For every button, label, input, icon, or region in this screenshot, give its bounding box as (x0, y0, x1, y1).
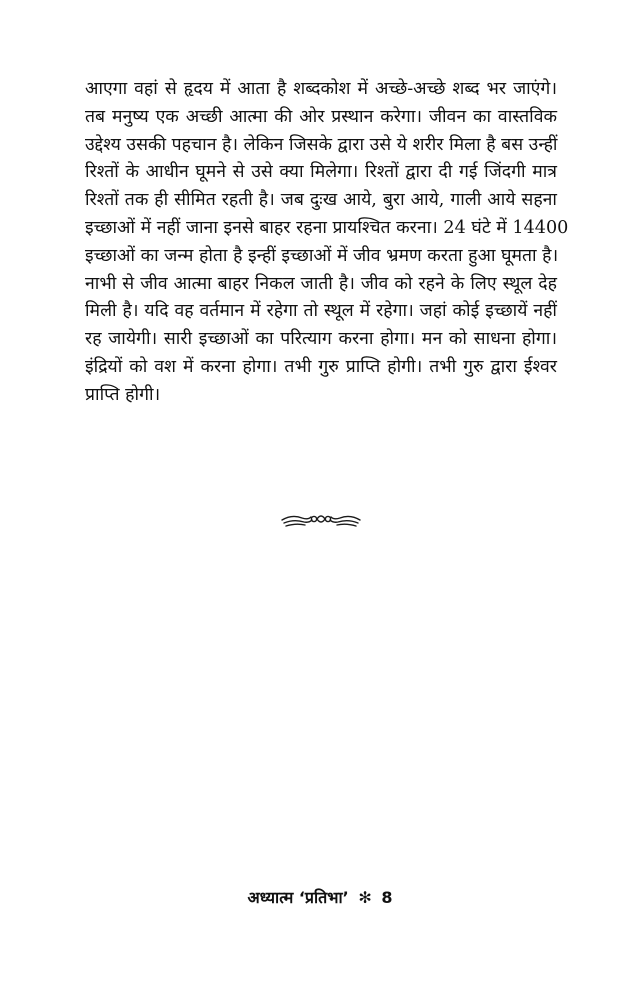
text-line: उद्देश्य उसकी पहचान है। लेकिन जिसके द्वारा उसे ये शरीर मिला है बस उन्हीं (85, 134, 558, 155)
text-line: रिश्तों तक ही सीमित रहती है। जब दुःख आये, बुरा आये, गाली आये सहना (85, 190, 557, 211)
body-paragraph (85, 76, 569, 410)
page-number: 8 (381, 888, 393, 907)
text-line: इच्छाओं का जन्म होता है इन्हीं इच्छाओं में जीव भ्रमण करता हुआ घूमता है। (85, 245, 559, 266)
text-line: प्राप्ति होगी। (85, 384, 161, 405)
text-line: नाभी से जीव आत्मा बाहर निकल जाती है। जीव को रहने के लिए स्थूल देह (85, 273, 557, 294)
text-line: आएगा वहां से हृदय में आता है शब्दकोश में अच्छे-अच्छे शब्द भर जाएंगे। (85, 79, 557, 99)
page-footer (0, 886, 640, 908)
book-title: अध्यात्म ‘प्रतिभा’ (247, 888, 349, 907)
separator-icon: ✻ (358, 888, 372, 907)
text-line: तब मनुष्य एक अच्छी आत्मा की ओर प्रस्थान करेगा। जीवन का वास्तविक (85, 106, 557, 127)
text-line: रिश्तों के आधीन घूमने से उसे क्या मिलेगा। रिश्तों द्वारा दी गई जिंदगी मात्र (85, 162, 557, 183)
text-line: मिली है। यदि वह वर्तमान में रहेगा तो स्थूल में रहेगा। जहां कोई इच्छायें नहीं (85, 301, 557, 322)
text-line: इंद्रियों को वश में करना होगा। तभी गुरु प्राप्ति होगी। तभी गुरु द्वारा ईश्वर (85, 356, 557, 377)
text-line: रह जायेगी। सारी इच्छाओं का परित्याग करना होगा। मन को साधना होगा। (85, 329, 557, 350)
text-line: इच्छाओं में नहीं जाना इनसे बाहर रहना प्रायश्चित करना। 24 घंटे में 14400 (85, 217, 569, 238)
floral-divider-icon (280, 508, 362, 532)
